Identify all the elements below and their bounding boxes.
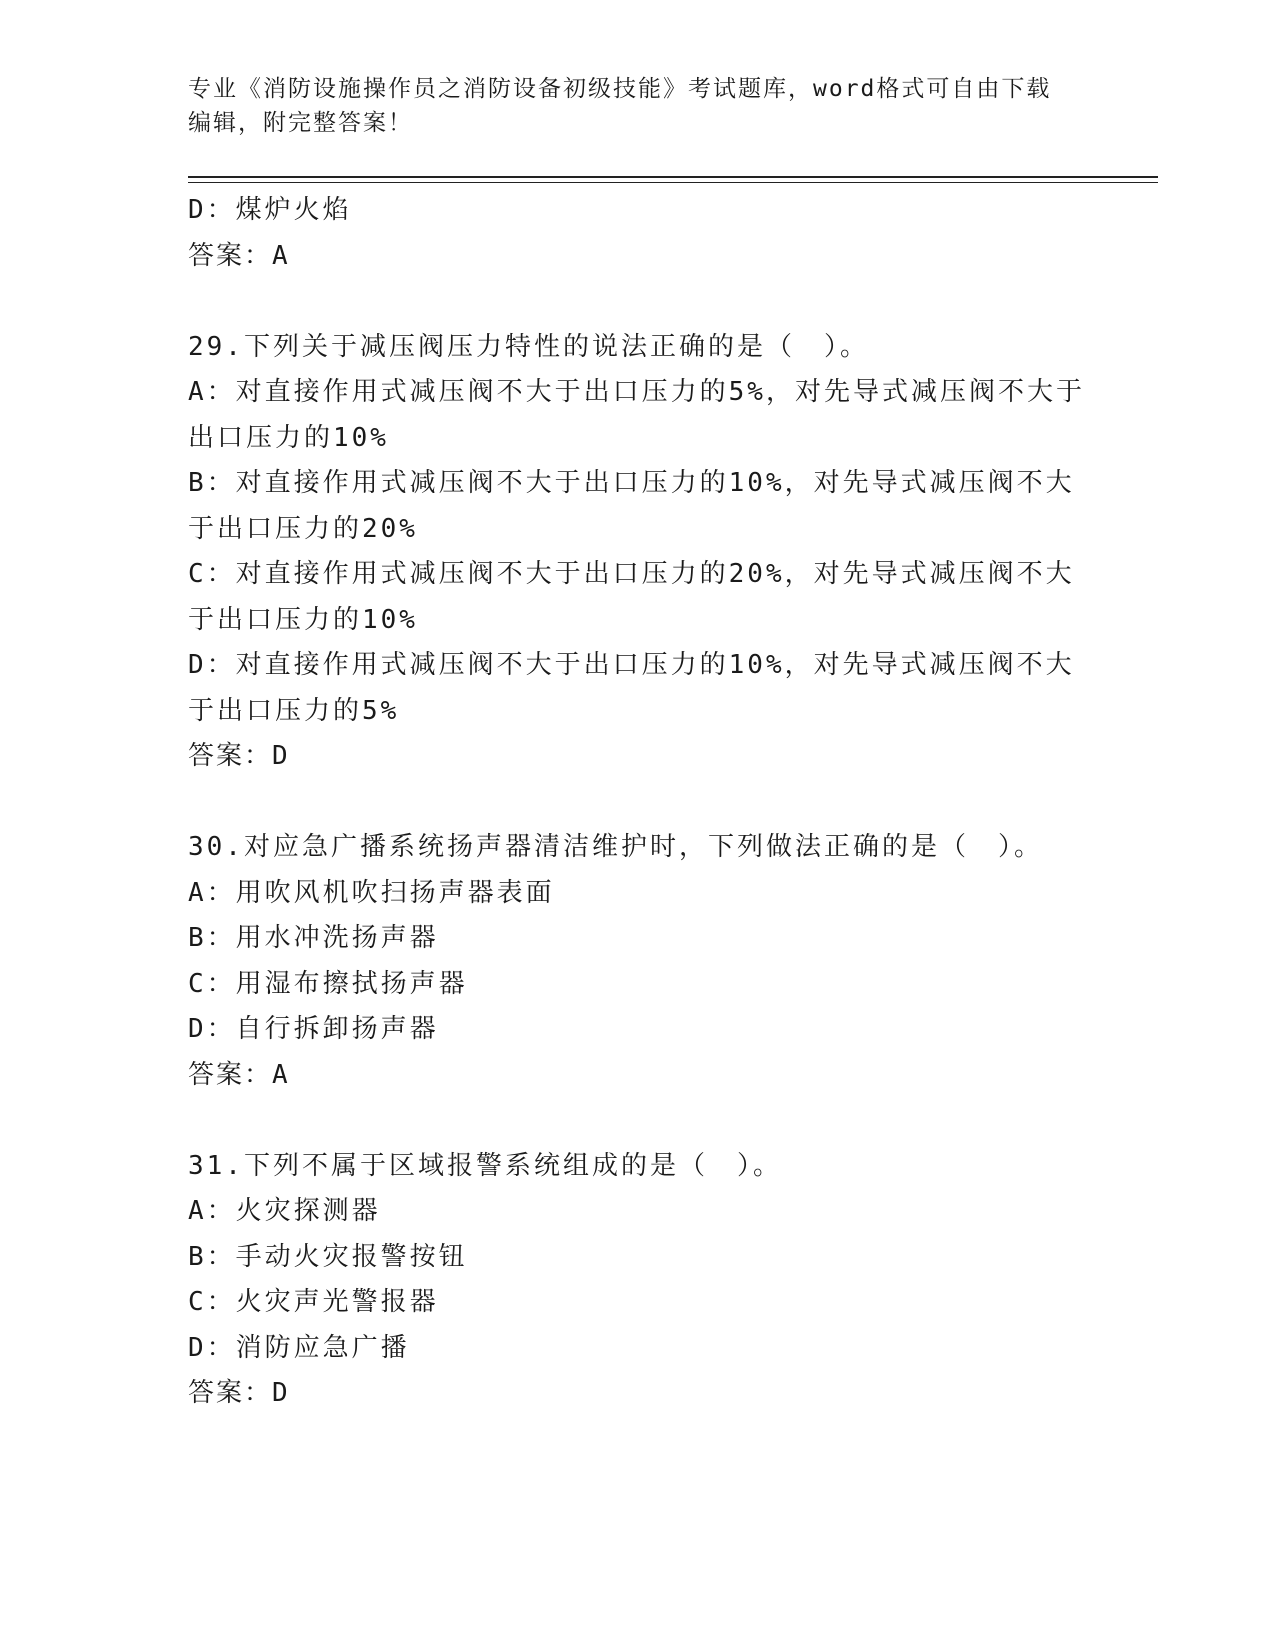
answer-line: 答案：A (188, 240, 290, 271)
spacer (188, 780, 1088, 826)
option-d: D：煤炉火焰 (188, 195, 352, 225)
option-a: A：用吹风机吹扫扬声器表面 (188, 877, 555, 908)
answer-line: 答案：A (188, 1059, 290, 1090)
option-c: C：火灾声光警报器 (188, 1287, 439, 1317)
option-b: B：手动火灾报警按钮 (188, 1241, 468, 1272)
option-a: A：火灾探测器 (188, 1196, 381, 1226)
question-stem: 29.下列关于减压阀压力特性的说法正确的是（ ）。 (188, 331, 869, 362)
option-c: C：用湿布擦拭扬声器 (188, 968, 468, 999)
option-b: B：用水冲洗扬声器 (188, 923, 439, 953)
header-divider-thick (188, 176, 1158, 178)
question-31 (188, 1144, 1088, 1417)
option-a: A：对直接作用式减压阀不大于出口压力的5%，对先导式减压阀不大于出口压力的10% (188, 377, 1085, 453)
option-d: D：自行拆卸扬声器 (188, 1014, 439, 1044)
page-header: 专业《消防设施操作员之消防设备初级技能》考试题库，word格式可自由下载编辑，附完整答案！ (188, 76, 1052, 136)
answer-line: 答案：D (188, 1378, 290, 1408)
question-stem: 31.下列不属于区域报警系统组成的是（ ）。 (188, 1150, 782, 1181)
answer-line: 答案：D (188, 741, 290, 771)
option-d: D：消防应急广播 (188, 1332, 410, 1363)
spacer (188, 279, 1088, 325)
question-30 (188, 825, 1088, 1098)
option-c: C：对直接作用式减压阀不大于出口压力的20%，对先导式减压阀不大于出口压力的10% (188, 559, 1075, 635)
option-d: D：对直接作用式减压阀不大于出口压力的10%，对先导式减压阀不大于出口压力的5% (188, 650, 1075, 726)
question-29 (188, 325, 1088, 780)
question-content (188, 188, 1088, 1417)
header-divider-thin (188, 182, 1158, 183)
option-b: B：对直接作用式减压阀不大于出口压力的10%，对先导式减压阀不大于出口压力的20% (188, 468, 1075, 544)
spacer (188, 1098, 1088, 1144)
question-stem: 30.对应急广播系统扬声器清洁维护时，下列做法正确的是（ ）。 (188, 832, 1043, 862)
